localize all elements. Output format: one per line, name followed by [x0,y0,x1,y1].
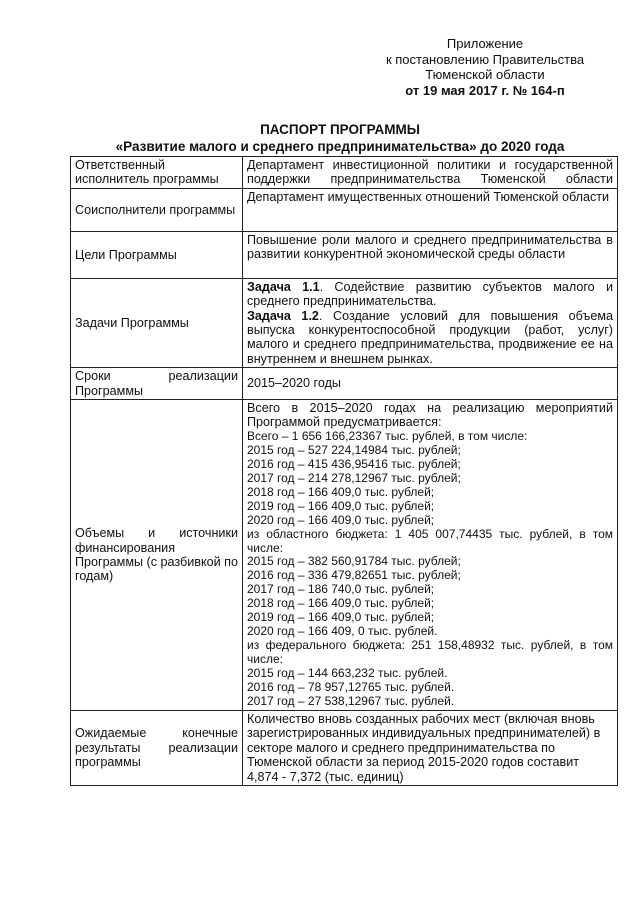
financing-line: из областного бюджета: 1 405 007,74435 тыс. рублей, в том числе: [247,526,613,555]
financing-line: 2015 год – 527 224,14984 тыс. рублей; [247,442,461,457]
appendix-date-number: от 19 мая 2017 г. № 164-п [405,82,565,98]
financing-line: 2018 год – 166 409,0 тыс. рублей; [247,484,435,499]
row-value-tasks [243,278,618,367]
row-value-terms: 2015–2020 годы [243,368,618,400]
appendix-region: Тюменской области [425,67,545,82]
financing-line: 2017 год – 214 278,12967 тыс. рублей; [247,470,461,485]
row-label-goals: Цели Программы [71,231,243,278]
row-label-financing: Объемы и источники финансирования Программы (с разбивкой по годам) [71,400,243,711]
financing-line: 2017 год – 27 538,12967 тыс. рублей. [247,693,455,708]
table-row [71,400,618,711]
appendix-resolution: к постановлению Правительства [385,51,585,67]
row-label-results: Ожидаемые конечные результаты реализации программы [71,710,243,785]
task-2-number: Задача 1.2 [247,308,319,323]
row-label-terms: Сроки реализации Программы [71,368,243,400]
row-value-coexecutors: Департамент имущественных отношений Тюменской области [243,188,618,231]
row-value-goals: Повышение роли малого и среднего предпринимательства в развитии конкурентной экономической среды области [243,231,618,278]
financing-intro: Всего в 2015–2020 годах на реализацию мероприятий Программой предусматривается: [247,401,613,430]
financing-line: 2015 год – 382 560,91784 тыс. рублей; [247,554,461,569]
appendix-title: Приложение [446,36,524,51]
row-label-tasks: Задачи Программы [71,278,243,367]
financing-line: 2020 год – 166 409, 0 тыс. рублей. [247,624,438,639]
financing-line: 2018 год – 166 409,0 тыс. рублей; [247,596,435,611]
row-label-executor: Ответственный исполнитель программы [71,157,243,189]
row-value-results: Количество вновь созданных рабочих мест (включая вновь зарегистрированных индивидуальных предпринимателей) в секторе малого и среднего предпринимательства по Тюменской области за период 2015-2020 годов составит 4,874 - 7,372 (тыс. единиц) [243,710,618,785]
table-row [71,157,618,189]
financing-line: 2016 год – 78 957,12765 тыс. рублей. [247,680,455,695]
row-value-executor: Департамент инвестиционной политики и государственной поддержки предпринимательства Тюменской области [243,157,618,189]
document-title [60,121,620,155]
row-value-financing [243,400,618,711]
financing-line: 2016 год – 415 436,95416 тыс. рублей; [247,456,461,471]
financing-line: 2019 год – 166 409,0 тыс. рублей; [247,610,435,625]
task-2-text: . Создание условий для повышения объема выпуска конкурентоспособной продукции (работ, услуг) малого и среднего предпринимательства, продвижение ее на внутреннем и внешнем рынках. [247,308,613,366]
financing-line: Всего – 1 656 166,23367 тыс. рублей, в том числе: [247,428,528,443]
row-label-coexecutors: Соисполнители программы [71,188,243,231]
table-row [71,231,618,278]
financing-line: 2020 год – 166 409,0 тыс. рублей; [247,512,435,527]
appendix-header [360,36,610,98]
passport-table [70,156,618,786]
table-row [71,278,618,367]
financing-line: из федерального бюджета: 251 158,48932 тыс. рублей, в том числе: [247,638,613,667]
task-2 [247,309,613,367]
financing-lines [247,430,613,709]
table-row [71,710,618,785]
task-1-text: . Содействие развитию субъектов малого и среднего предпринимательства. [247,279,613,309]
task-1-number: Задача 1.1 [247,279,320,294]
task-1 [247,280,613,309]
financing-line: 2019 год – 166 409,0 тыс. рублей; [247,498,435,513]
financing-line: 2015 год – 144 663,232 тыс. рублей. [247,666,448,681]
title-program-name: «Развитие малого и среднего предпринимательства» до 2020 года [115,139,565,154]
financing-line: 2016 год – 336 479,82651 тыс. рублей; [247,568,461,583]
title-passport: ПАСПОРТ ПРОГРАММЫ [260,122,420,137]
table-row [71,188,618,231]
table-row [71,368,618,400]
financing-line: 2017 год – 186 740,0 тыс. рублей; [247,582,435,597]
